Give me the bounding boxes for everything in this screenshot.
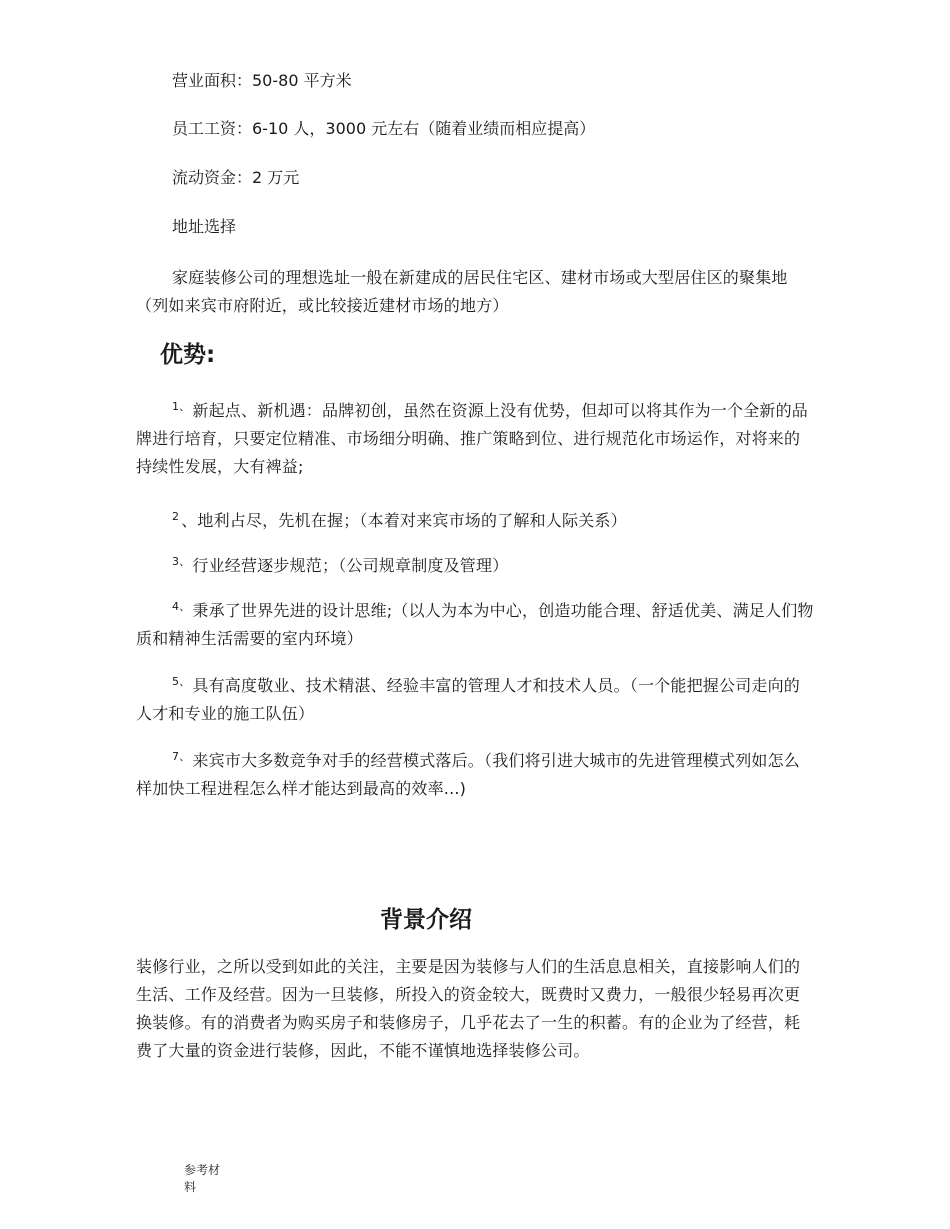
advantage-item-7 xyxy=(136,747,816,803)
advantage-item-2 xyxy=(136,507,816,535)
advantage-text: 具有高度敬业、技术精湛、经验丰富的管理人才和技术人员。（一个能把握公司走向的人才和专业的施工队伍） xyxy=(136,676,801,723)
advantage-text: 来宾市大多数竞争对手的经营模式落后。（我们将引进大城市的先进管理模式列如怎么样加快工程进程怎么样才能达到最高的效率...) xyxy=(136,751,801,798)
footer-note: 参考材料 xyxy=(184,1163,221,1194)
advantage-text: 、地利占尽，先机在握；（本着对来宾市场的了解和人际关系） xyxy=(181,511,627,530)
area-line: 营业面积：50-80 平方米 xyxy=(172,71,352,90)
advantage-number: 2 xyxy=(172,509,180,523)
advantage-number: 1、 xyxy=(172,399,191,413)
advantage-item-5 xyxy=(136,672,816,728)
staff-line: 员工工资：6-10 人，3000 元左右（随着业绩而相应提高） xyxy=(172,119,596,138)
advantages-heading: 优势: xyxy=(160,342,216,368)
background-heading: 背景介绍 xyxy=(380,907,472,933)
background-paragraph: 装修行业，之所以受到如此的关注，主要是因为装修与人们的生活息息相关，直接影响人们的生活、工作及经营。因为一旦装修，所投入的资金较大，既费时又费力，一般很少轻易再次更换装修。有的消费者为购买房子和装修房子，几乎花去了一生的积蓄。有的企业为了经营，耗费了大量的资金进行装修，因此，不能不谨慎地选择装修公司。 xyxy=(136,957,801,1060)
location-title: 地址选择 xyxy=(172,217,237,236)
advantage-item-3 xyxy=(136,552,816,580)
advantage-number: 3、 xyxy=(172,554,191,568)
capital-line: 流动资金：2 万元 xyxy=(172,168,300,187)
advantage-item-4 xyxy=(136,597,816,653)
advantage-text: 秉承了世界先进的设计思维;（以人为本为中心，创造功能合理、舒适优美、满足人们物质和精神生活需要的室内环境） xyxy=(136,601,814,648)
advantage-text: 行业经营逐步规范；（公司规章制度及管理） xyxy=(192,556,509,575)
advantage-text: 新起点、新机遇：品牌初创，虽然在资源上没有优势，但却可以将其作为一个全新的品牌进行培育，只要定位精准、市场细分明确、推广策略到位、进行规范化市场运作，对将来的持续性发展，大有裨益; xyxy=(136,401,809,476)
location-paragraph: 家庭装修公司的理想选址一般在新建成的居民住宅区、建材市场或大型居住区的聚集地（列如来宾市府附近，或比较接近建材市场的地方） xyxy=(136,268,788,315)
advantage-number: 5、 xyxy=(172,674,191,688)
advantage-number: 7、 xyxy=(172,749,191,763)
advantage-item-1 xyxy=(136,397,816,481)
advantage-number: 4、 xyxy=(172,599,191,613)
